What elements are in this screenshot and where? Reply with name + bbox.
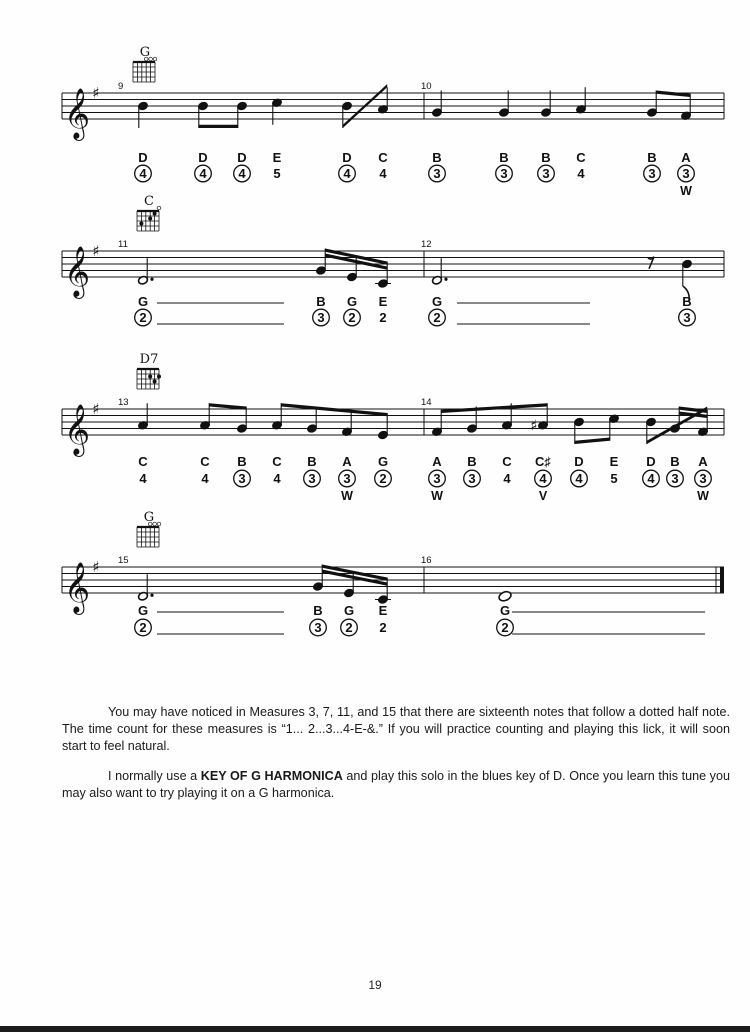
note-name-label: D xyxy=(198,150,208,165)
harmonica-hole xyxy=(273,471,281,486)
chord-diagram xyxy=(137,510,161,547)
harmonica-hole xyxy=(577,166,585,181)
note-name-label: B xyxy=(467,454,477,469)
harmonica-hole xyxy=(234,165,251,182)
note xyxy=(271,98,282,125)
augmentation-dot xyxy=(150,278,153,281)
note xyxy=(540,91,551,118)
note-name-label: C♯ xyxy=(535,454,551,469)
eighth-rest-icon xyxy=(648,257,654,269)
measure-number: 11 xyxy=(118,239,128,250)
paragraph-sixteenth-notes-text: You may have noticed in Measures 3, 7, 11, and 15 that there are sixteenth notes that follow a dotted half note. The time count for these measures is “1... 2...3...4-E-&.” If you will practice counting and playing this lick, it will soon start to feel natural. xyxy=(62,705,730,753)
note-name-label: C xyxy=(576,150,586,165)
note xyxy=(431,410,442,437)
measure-number: 10 xyxy=(421,81,432,92)
harmonica-hole xyxy=(503,471,511,486)
note-name-label: G xyxy=(377,454,389,469)
note xyxy=(197,101,208,128)
note xyxy=(236,407,247,434)
hole-number: 2 xyxy=(433,310,441,325)
harmonica-hole xyxy=(135,165,152,182)
chord-open-string xyxy=(153,57,157,61)
note xyxy=(306,407,317,434)
harmonica-hole xyxy=(429,165,446,182)
note xyxy=(608,414,619,441)
harmonica-hole xyxy=(344,309,361,326)
hole-number: 4 xyxy=(503,471,511,486)
harmonica-hole xyxy=(195,165,212,182)
augmentation-dot xyxy=(444,278,447,281)
note-name-label: B xyxy=(316,294,326,309)
harmonica-key-emphasis: KEY OF G HARMONICA xyxy=(200,769,343,783)
treble-clef-icon: 𝄞 xyxy=(64,562,91,613)
harmonica-hole xyxy=(234,470,251,487)
harmonica-hole xyxy=(695,470,712,487)
hole-number: 3 xyxy=(433,166,441,181)
note-name-label: B xyxy=(682,294,692,309)
note-beam xyxy=(647,407,707,444)
harmonica-hole xyxy=(201,471,209,486)
note-name-label: E xyxy=(378,294,388,309)
hole-number: 3 xyxy=(500,166,508,181)
note-name-label: C xyxy=(200,454,210,469)
staff-system xyxy=(62,194,724,326)
hole-number: 3 xyxy=(343,471,351,486)
note xyxy=(312,565,323,592)
note-name-label: B xyxy=(499,150,509,165)
note-name-label: D xyxy=(342,150,352,165)
hole-number: 2 xyxy=(348,310,356,325)
hole-number: 3 xyxy=(699,471,707,486)
hole-number: 3 xyxy=(238,471,246,486)
staff-system xyxy=(62,352,724,503)
harmonica-hole xyxy=(679,309,696,326)
hole-number: 3 xyxy=(468,471,476,486)
note xyxy=(498,91,509,118)
note-name-label: D xyxy=(237,150,247,165)
chord-finger-dot xyxy=(148,217,152,221)
harmonica-hole xyxy=(304,470,321,487)
treble-clef-icon: 𝄞 xyxy=(64,404,91,455)
note-beam xyxy=(441,403,547,413)
hole-number: 4 xyxy=(647,471,655,486)
hole-number: 5 xyxy=(610,471,618,486)
chord-name: G xyxy=(139,45,151,60)
hole-number: 4 xyxy=(343,166,351,181)
measure-number: 14 xyxy=(421,397,432,408)
hole-number: 2 xyxy=(139,620,147,635)
hole-number: 4 xyxy=(575,471,583,486)
note-name-label: D xyxy=(138,150,148,165)
note xyxy=(271,403,282,430)
key-signature-sharp-icon: ♯ xyxy=(530,416,538,435)
chord-open-string xyxy=(157,522,161,526)
harmonica-hole xyxy=(135,309,152,326)
note xyxy=(498,590,513,602)
hole-number: 3 xyxy=(671,471,679,486)
final-barline-thick xyxy=(720,567,724,593)
note-name-label: B xyxy=(313,603,323,618)
technique-mark: W xyxy=(431,489,443,503)
harmonica-hole xyxy=(610,471,617,486)
note-beam xyxy=(281,403,387,416)
hole-number: 2 xyxy=(379,310,387,325)
hole-number: 4 xyxy=(139,166,147,181)
note xyxy=(530,403,548,434)
chord-name: G xyxy=(143,510,155,525)
harmonica-hole xyxy=(429,309,446,326)
hole-number: 2 xyxy=(379,471,387,486)
note xyxy=(646,91,657,118)
note-beam xyxy=(199,125,238,128)
note xyxy=(137,403,148,430)
chord-finger-dot xyxy=(157,375,161,379)
chord-name: C xyxy=(144,194,154,209)
staff-system xyxy=(62,510,724,636)
note-name-label: G xyxy=(499,603,511,618)
note xyxy=(431,91,442,118)
hole-number: 3 xyxy=(682,166,690,181)
harmonica-hole xyxy=(538,165,555,182)
note xyxy=(377,87,388,114)
note-name-label: C xyxy=(138,454,148,469)
chord-diagram xyxy=(133,45,157,82)
hole-number: 4 xyxy=(238,166,246,181)
page-bottom-edge xyxy=(0,1026,750,1032)
measure-number: 16 xyxy=(421,555,432,566)
note-name-label: E xyxy=(272,150,282,165)
key-signature-sharp-icon: ♯ xyxy=(92,558,100,576)
note-name-label: D xyxy=(646,454,656,469)
harmonica-hole xyxy=(667,470,684,487)
hole-number: 4 xyxy=(139,471,147,486)
technique-mark: W xyxy=(680,184,692,198)
hole-number: 3 xyxy=(314,620,322,635)
note-name-label: B xyxy=(432,150,442,165)
harmonica-hole xyxy=(571,470,588,487)
note xyxy=(377,413,388,440)
note xyxy=(137,574,153,601)
harmonica-hole xyxy=(135,619,152,636)
harmonica-hole xyxy=(313,309,330,326)
harmonica-hole xyxy=(379,310,386,325)
key-signature-sharp-icon: ♯ xyxy=(92,84,100,102)
note-name-label: D xyxy=(574,454,584,469)
note-name-label: E xyxy=(609,454,619,469)
note-name-label: B xyxy=(670,454,680,469)
harmonica-hole xyxy=(341,619,358,636)
harmonica-hole xyxy=(464,470,481,487)
note xyxy=(573,417,584,444)
note xyxy=(199,403,210,430)
note-name-label: G xyxy=(343,603,355,618)
staff-system xyxy=(62,45,724,198)
paragraph-harmonica-key xyxy=(62,768,730,802)
harmonica-hole xyxy=(339,165,356,182)
note-name-label: G xyxy=(346,294,358,309)
chord-diagram xyxy=(137,352,161,389)
note xyxy=(137,101,148,128)
technique-mark: W xyxy=(341,489,353,503)
hole-number: 2 xyxy=(501,620,509,635)
note xyxy=(575,87,586,114)
hole-number: 3 xyxy=(317,310,325,325)
note xyxy=(315,249,326,276)
note-name-label: B xyxy=(307,454,317,469)
harmonica-hole xyxy=(339,470,356,487)
note-name-label: B xyxy=(237,454,247,469)
chord-finger-dot xyxy=(148,375,152,379)
harmonica-key-tail: and play this solo in the blues key of D. Once you learn this tune you may also want to try playing it on a G harmonica. xyxy=(62,769,730,800)
hole-number: 3 xyxy=(308,471,316,486)
note-name-label: A xyxy=(342,454,352,469)
note-beam xyxy=(656,91,690,97)
hole-number: 3 xyxy=(433,471,441,486)
measure-number: 9 xyxy=(118,81,124,92)
harmonica-hole xyxy=(535,470,552,487)
harmonica-hole xyxy=(375,470,392,487)
chord-open-string xyxy=(157,206,161,210)
paragraph-harmonica-key-text xyxy=(62,768,730,802)
chord-finger-dot xyxy=(139,222,143,226)
hole-number: 2 xyxy=(345,620,353,635)
note xyxy=(431,258,447,285)
note-name-label: A xyxy=(681,150,691,165)
note-name-label: C xyxy=(378,150,388,165)
measure-number: 15 xyxy=(118,555,129,566)
augmentation-dot xyxy=(150,594,153,597)
hole-number: 2 xyxy=(379,620,387,635)
harmonica-hole xyxy=(379,620,386,635)
hole-number: 3 xyxy=(542,166,550,181)
treble-clef-icon: 𝄞 xyxy=(64,246,91,297)
chord-finger-dot xyxy=(153,212,157,216)
page-number: 19 xyxy=(368,978,382,992)
hole-number: 4 xyxy=(379,166,387,181)
key-signature-sharp-icon: ♯ xyxy=(92,242,100,260)
note-name-label: G xyxy=(431,294,443,309)
note-name-label: B xyxy=(541,150,551,165)
note-name-label: C xyxy=(272,454,282,469)
hole-number: 4 xyxy=(577,166,585,181)
note xyxy=(341,410,352,437)
note-name-label: G xyxy=(137,603,149,618)
note-name-label: G xyxy=(137,294,149,309)
note xyxy=(680,94,691,121)
note xyxy=(137,258,153,285)
hole-number: 5 xyxy=(273,166,281,181)
note-name-label: A xyxy=(698,454,708,469)
harmonica-hole xyxy=(644,165,661,182)
harmonica-hole xyxy=(429,470,446,487)
harmonica-hole xyxy=(310,619,327,636)
note-name-label: E xyxy=(378,603,388,618)
measure-number: 13 xyxy=(118,397,129,408)
note-beam xyxy=(575,438,610,444)
note-name-label: B xyxy=(647,150,657,165)
chord-diagram xyxy=(137,194,161,231)
note xyxy=(236,101,247,128)
paragraph-sixteenth-notes xyxy=(62,704,730,755)
harmonica-hole xyxy=(379,166,387,181)
note-name-label: A xyxy=(432,454,442,469)
key-signature-sharp-icon: ♯ xyxy=(92,400,100,418)
hole-number: 4 xyxy=(273,471,281,486)
hole-number: 2 xyxy=(139,310,147,325)
harmonica-hole xyxy=(273,166,280,181)
hole-number: 4 xyxy=(199,166,207,181)
note-head xyxy=(498,590,513,602)
harmonica-hole xyxy=(497,619,514,636)
harmonica-hole xyxy=(643,470,660,487)
chord-finger-dot xyxy=(153,380,157,384)
hole-number: 3 xyxy=(683,310,691,325)
harmonica-hole xyxy=(496,165,513,182)
hole-number: 3 xyxy=(648,166,656,181)
measure-number: 12 xyxy=(421,239,432,250)
chord-name: D7 xyxy=(139,352,159,367)
harmonica-hole xyxy=(678,165,695,182)
note-beam xyxy=(679,407,707,413)
hole-number: 4 xyxy=(201,471,209,486)
hole-number: 4 xyxy=(539,471,547,486)
note-name-label: C xyxy=(502,454,512,469)
technique-mark: V xyxy=(538,489,548,503)
treble-clef-icon: 𝄞 xyxy=(64,88,91,139)
harmonica-hole xyxy=(139,471,147,486)
technique-mark: W xyxy=(697,489,709,503)
harmonica-key-lead: I normally use a xyxy=(108,769,201,783)
